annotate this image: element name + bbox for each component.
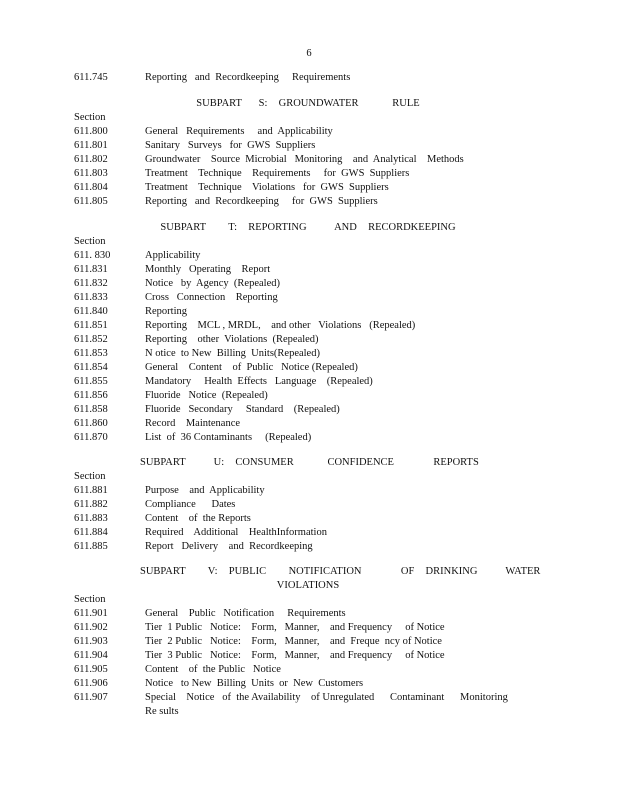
section-title: Compliance Dates xyxy=(145,499,236,510)
toc-entry xyxy=(74,334,319,345)
toc-entry xyxy=(74,527,327,538)
toc-entry xyxy=(74,622,445,633)
section-title: General Requirements and Applicability xyxy=(145,126,333,137)
section-number: 611.803 xyxy=(74,168,108,179)
toc-entry xyxy=(74,264,270,275)
section-number: 611.907 xyxy=(74,692,108,703)
toc-entry xyxy=(74,541,313,552)
toc-entry xyxy=(74,278,280,289)
section-title: Reporting and Recordkeeping for GWS Suppliers xyxy=(145,196,378,207)
toc-entry xyxy=(74,320,415,331)
section-title: List of 36 Contaminants (Repealed) xyxy=(145,432,312,443)
section-number: 611.745 xyxy=(74,72,108,83)
section-number: 611.801 xyxy=(74,140,108,151)
section-title: General Content of Public Notice (Repealed) xyxy=(145,362,358,373)
section-title: Content of the Public Notice xyxy=(145,664,281,675)
toc-entry xyxy=(74,608,346,619)
section-title: Reporting MCL , MRDL, and other Violations (Repealed) xyxy=(145,320,416,331)
section-title: Treatment Technique Violations for GWS Suppliers xyxy=(145,182,389,193)
section-title: Monthly Operating Report xyxy=(145,264,271,275)
section-title: Special Notice of the Availability of Unregulated Contaminant Monitoring xyxy=(145,692,508,703)
section-title: Treatment Technique Requirements for GWS Suppliers xyxy=(145,168,410,179)
toc-entry xyxy=(74,678,363,689)
section-number: 611.901 xyxy=(74,608,108,619)
toc-entry xyxy=(74,376,373,387)
toc-entry xyxy=(74,182,389,193)
section-number: 611.883 xyxy=(74,513,108,524)
section-title: Mandatory Health Effects Language (Repealed) xyxy=(145,376,373,387)
section-number: 611.805 xyxy=(74,196,108,207)
section-title: Fluoride Notice (Repealed) xyxy=(145,390,268,401)
section-label: Section xyxy=(74,236,106,247)
toc-entry xyxy=(74,140,315,151)
section-number: 611.804 xyxy=(74,182,108,193)
section-number: 611.831 xyxy=(74,264,108,275)
toc-entry xyxy=(74,636,442,647)
section-title: Required Additional HealthInformation xyxy=(145,527,327,538)
section-title: Fluoride Secondary Standard (Repealed) xyxy=(145,404,340,415)
section-number: 611.840 xyxy=(74,306,108,317)
section-title: Notice to New Billing Units or New Customers xyxy=(145,678,364,689)
subpart-heading-line2: VIOLATIONS xyxy=(276,580,340,591)
section-number: 611.902 xyxy=(74,622,108,633)
section-label: Section xyxy=(74,112,106,123)
section-number: 611.853 xyxy=(74,348,108,359)
section-title: Record Maintenance xyxy=(145,418,241,429)
section-title: Reporting and Recordkeeping Requirements xyxy=(145,72,351,83)
toc-entry xyxy=(74,196,378,207)
toc-entry xyxy=(74,72,350,83)
section-title: Tier 3 Public Notice: Form, Manner, and Frequency of Notice xyxy=(145,650,445,661)
section-number: 611.906 xyxy=(74,678,108,689)
section-label: Section xyxy=(74,471,106,482)
section-number: 611.858 xyxy=(74,404,108,415)
section-number: 611. 830 xyxy=(74,250,111,261)
toc-entry xyxy=(74,650,445,661)
section-title: Notice by Agency (Repealed) xyxy=(145,278,280,289)
toc-entry xyxy=(74,499,235,510)
section-title: Reporting xyxy=(145,306,187,317)
section-number: 611.860 xyxy=(74,418,108,429)
toc-entry xyxy=(74,154,464,165)
section-number: 611.856 xyxy=(74,390,108,401)
section-title: Content of the Reports xyxy=(145,513,251,524)
toc-entry xyxy=(74,250,200,261)
toc-entry xyxy=(74,306,187,317)
subpart-heading: SUBPART T: REPORTING AND RECORDKEEPING xyxy=(160,222,456,233)
section-number: 611.870 xyxy=(74,432,108,443)
toc-entry xyxy=(74,432,311,443)
section-title: Tier 2 Public Notice: Form, Manner, and Freque ncy of Notice xyxy=(145,636,442,647)
section-number: 611.884 xyxy=(74,527,108,538)
section-title: Purpose and Applicability xyxy=(145,485,265,496)
section-number: 611.855 xyxy=(74,376,108,387)
section-title: N otice to New Billing Units(Repealed) xyxy=(145,348,320,359)
section-number: 611.885 xyxy=(74,541,108,552)
section-number: 611.854 xyxy=(74,362,108,373)
toc-entry xyxy=(74,390,268,401)
section-title: Cross Connection Reporting xyxy=(145,292,278,303)
section-number: 611.904 xyxy=(74,650,108,661)
toc-entry xyxy=(74,168,409,179)
toc-entry xyxy=(74,292,278,303)
section-title: Tier 1 Public Notice: Form, Manner, and Frequency of Notice xyxy=(145,622,445,633)
section-number: 611.832 xyxy=(74,278,108,289)
section-number: 611.905 xyxy=(74,664,108,675)
toc-entry xyxy=(74,126,333,137)
toc-entry xyxy=(74,362,358,373)
section-title: Applicability xyxy=(145,250,201,261)
toc-entry xyxy=(74,692,508,703)
toc-entry xyxy=(74,485,265,496)
section-label: Section xyxy=(74,594,106,605)
toc-entry xyxy=(74,418,240,429)
section-number: 611.903 xyxy=(74,636,108,647)
section-title: Sanitary Surveys for GWS Suppliers xyxy=(145,140,316,151)
subpart-heading: SUBPART U: CONSUMER CONFIDENCE REPORTS xyxy=(140,457,479,468)
subpart-heading: SUBPART S: GROUNDWATER RULE xyxy=(196,98,420,109)
section-number: 611.802 xyxy=(74,154,108,165)
section-title: General Public Notification Requirements xyxy=(145,608,346,619)
toc-entry xyxy=(74,664,281,675)
section-title: Reporting other Violations (Repealed) xyxy=(145,334,319,345)
section-number: 611.833 xyxy=(74,292,108,303)
section-title-continuation: Re sults xyxy=(145,706,179,717)
section-number: 611.851 xyxy=(74,320,108,331)
subpart-heading: SUBPART V: PUBLIC NOTIFICATION OF DRINKING WATER xyxy=(140,566,541,577)
page-number: 6 xyxy=(306,48,312,59)
toc-entry xyxy=(74,513,251,524)
section-number: 611.882 xyxy=(74,499,108,510)
toc-entry xyxy=(74,404,340,415)
section-number: 611.800 xyxy=(74,126,108,137)
section-number: 611.852 xyxy=(74,334,108,345)
section-title: Report Delivery and Recordkeeping xyxy=(145,541,313,552)
section-number: 611.881 xyxy=(74,485,108,496)
toc-entry xyxy=(74,348,320,359)
section-title: Groundwater Source Microbial Monitoring and Analytical Methods xyxy=(145,154,464,165)
